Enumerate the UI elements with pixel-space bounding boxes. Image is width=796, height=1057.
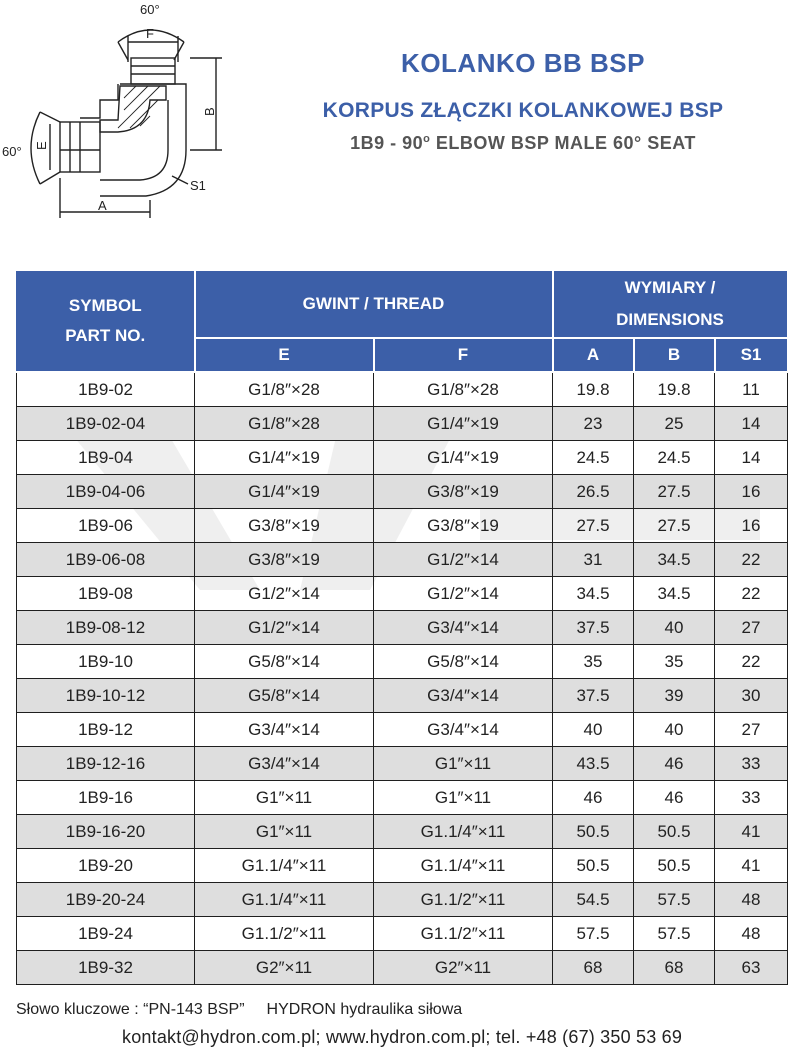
cell-dim-s1: 30 [715,679,788,713]
cell-dim-s1: 27 [715,611,788,645]
header-col-f: F [374,338,553,372]
cell-symbol: 1B9-20 [17,849,195,883]
cell-thread-e: G1.1/2″×11 [195,917,374,951]
cell-dim-a: 40 [553,713,634,747]
dim-s1-label: S1 [190,178,206,193]
cell-dim-b: 25 [634,407,715,441]
cell-dim-s1: 14 [715,407,788,441]
cell-dim-b: 27.5 [634,475,715,509]
header-col-e: E [195,338,374,372]
header-dims-line2: DIMENSIONS [616,310,724,329]
cell-symbol: 1B9-10 [17,645,195,679]
cell-thread-e: G1.1/4″×11 [195,883,374,917]
cell-dim-a: 23 [553,407,634,441]
cell-thread-e: G3/8″×19 [195,509,374,543]
cell-thread-e: G2″×11 [195,951,374,985]
table-row [17,509,788,543]
cell-dim-a: 31 [553,543,634,577]
cell-dim-b: 46 [634,747,715,781]
cell-dim-s1: 33 [715,781,788,815]
cell-thread-e: G1/4″×19 [195,441,374,475]
cell-thread-e: G1″×11 [195,781,374,815]
cell-thread-e: G1/8″×28 [195,407,374,441]
spec-table [16,269,789,985]
cell-symbol: 1B9-24 [17,917,195,951]
angle-top-label: 60° [140,2,160,17]
cell-thread-e: G5/8″×14 [195,645,374,679]
cell-symbol: 1B9-32 [17,951,195,985]
cell-thread-f: G1/8″×28 [374,372,553,407]
cell-thread-e: G1/2″×14 [195,577,374,611]
cell-symbol: 1B9-06 [17,509,195,543]
header [250,40,796,154]
footer-contact: kontakt@hydron.com.pl; www.hydron.com.pl; tel. +48 (67) 350 53 69 [122,1027,683,1047]
cell-dim-s1: 11 [715,372,788,407]
dim-b-label: B [202,107,217,116]
cell-symbol: 1B9-06-08 [17,543,195,577]
cell-thread-e: G3/4″×14 [195,747,374,781]
cell-dim-b: 39 [634,679,715,713]
page-title: KOLANKO BB BSP [401,48,645,78]
dim-a-label: A [98,198,107,213]
cell-thread-e: G1/2″×14 [195,611,374,645]
cell-thread-f: G3/8″×19 [374,475,553,509]
cell-thread-f: G3/4″×14 [374,611,553,645]
cell-thread-e: G5/8″×14 [195,679,374,713]
table-row [17,441,788,475]
table-row [17,849,788,883]
cell-symbol: 1B9-20-24 [17,883,195,917]
cell-thread-f: G1″×11 [374,747,553,781]
footer-brand: HYDRON hydraulika siłowa [266,1001,463,1018]
cell-dim-s1: 33 [715,747,788,781]
cell-dim-b: 34.5 [634,543,715,577]
cell-symbol: 1B9-08-12 [17,611,195,645]
cell-symbol: 1B9-04-06 [17,475,195,509]
cell-dim-s1: 22 [715,543,788,577]
cell-dim-s1: 16 [715,509,788,543]
footer-keywords: Słowo kluczowe : “PN-143 BSP” [16,1001,245,1018]
cell-dim-s1: 41 [715,849,788,883]
cell-symbol: 1B9-02-04 [17,407,195,441]
cell-dim-s1: 63 [715,951,788,985]
cell-thread-f: G3/8″×19 [374,509,553,543]
table-row [17,475,788,509]
cell-dim-b: 46 [634,781,715,815]
angle-left-label: 60° [2,144,22,159]
cell-thread-f: G1/2″×14 [374,577,553,611]
cell-dim-s1: 48 [715,917,788,951]
cell-thread-e: G1/4″×19 [195,475,374,509]
table-row [17,679,788,713]
table-row [17,543,788,577]
cell-symbol: 1B9-12 [17,713,195,747]
desc-prefix: 1B9 - 90 [350,133,424,153]
header-col-s1: S1 [715,338,788,372]
cell-thread-e: G3/8″×19 [195,543,374,577]
cell-thread-f: G5/8″×14 [374,645,553,679]
cell-dim-a: 50.5 [553,849,634,883]
cell-thread-e: G1″×11 [195,815,374,849]
cell-thread-f: G1/4″×19 [374,407,553,441]
table-row [17,713,788,747]
table-row [17,372,788,407]
cell-dim-b: 24.5 [634,441,715,475]
cell-thread-f: G1″×11 [374,781,553,815]
cell-dim-s1: 22 [715,645,788,679]
cell-thread-f: G1.1/4″×11 [374,849,553,883]
table-row [17,951,788,985]
dim-e-label: E [34,141,49,150]
cell-dim-a: 37.5 [553,611,634,645]
header-dimensions [553,270,788,338]
header-col-a: A [553,338,634,372]
cell-dim-a: 27.5 [553,509,634,543]
table-row [17,645,788,679]
header-thread: GWINT / THREAD [195,270,553,338]
cell-dim-s1: 16 [715,475,788,509]
cell-dim-b: 57.5 [634,883,715,917]
cell-dim-b: 40 [634,713,715,747]
desc-suffix: ELBOW BSP MALE 60° SEAT [430,133,696,153]
header-dims-line1: WYMIARY / [624,278,716,297]
table-row [17,577,788,611]
cell-thread-f: G1/4″×19 [374,441,553,475]
cell-thread-e: G1/8″×28 [195,372,374,407]
cell-dim-b: 19.8 [634,372,715,407]
elbow-drawing [0,0,250,230]
cell-dim-a: 57.5 [553,917,634,951]
cell-thread-f: G1.1/2″×11 [374,883,553,917]
cell-dim-a: 34.5 [553,577,634,611]
cell-dim-s1: 22 [715,577,788,611]
cell-symbol: 1B9-16 [17,781,195,815]
header-symbol [17,270,195,372]
cell-thread-f: G3/4″×14 [374,713,553,747]
cell-thread-f: G1/2″×14 [374,543,553,577]
cell-symbol: 1B9-02 [17,372,195,407]
footer-keywords-line [16,1001,462,1019]
cell-dim-b: 35 [634,645,715,679]
header-col-b: B [634,338,715,372]
cell-thread-f: G2″×11 [374,951,553,985]
cell-dim-s1: 48 [715,883,788,917]
header-symbol-line1: SYMBOL [68,296,142,315]
cell-dim-a: 35 [553,645,634,679]
cell-thread-e: G1.1/4″×11 [195,849,374,883]
cell-dim-a: 68 [553,951,634,985]
cell-dim-b: 50.5 [634,815,715,849]
cell-thread-f: G3/4″×14 [374,679,553,713]
table-row [17,815,788,849]
cell-dim-b: 40 [634,611,715,645]
cell-dim-a: 43.5 [553,747,634,781]
cell-dim-b: 68 [634,951,715,985]
cell-symbol: 1B9-04 [17,441,195,475]
cell-dim-s1: 14 [715,441,788,475]
table-row [17,883,788,917]
cell-dim-s1: 27 [715,713,788,747]
cell-symbol: 1B9-08 [17,577,195,611]
cell-dim-a: 46 [553,781,634,815]
table-row [17,747,788,781]
desc-degree: o [423,133,431,145]
cell-dim-b: 50.5 [634,849,715,883]
cell-dim-s1: 41 [715,815,788,849]
cell-symbol: 1B9-10-12 [17,679,195,713]
cell-dim-b: 27.5 [634,509,715,543]
cell-thread-e: G3/4″×14 [195,713,374,747]
cell-dim-a: 54.5 [553,883,634,917]
cell-dim-a: 24.5 [553,441,634,475]
table-row [17,917,788,951]
dim-f-label: F [146,26,154,41]
table-body [17,372,788,985]
cell-symbol: 1B9-12-16 [17,747,195,781]
cell-thread-f: G1.1/2″×11 [374,917,553,951]
cell-dim-a: 37.5 [553,679,634,713]
cell-dim-b: 34.5 [634,577,715,611]
table-row [17,611,788,645]
header-symbol-line2: PART NO. [65,326,146,345]
cell-thread-f: G1.1/4″×11 [374,815,553,849]
cell-dim-b: 57.5 [634,917,715,951]
cell-dim-a: 50.5 [553,815,634,849]
product-description [250,133,796,154]
cell-dim-a: 26.5 [553,475,634,509]
cell-symbol: 1B9-16-20 [17,815,195,849]
page-subtitle: KORPUS ZŁĄCZKI KOLANKOWEJ BSP [322,99,724,122]
cell-dim-a: 19.8 [553,372,634,407]
table-row [17,407,788,441]
table-row [17,781,788,815]
